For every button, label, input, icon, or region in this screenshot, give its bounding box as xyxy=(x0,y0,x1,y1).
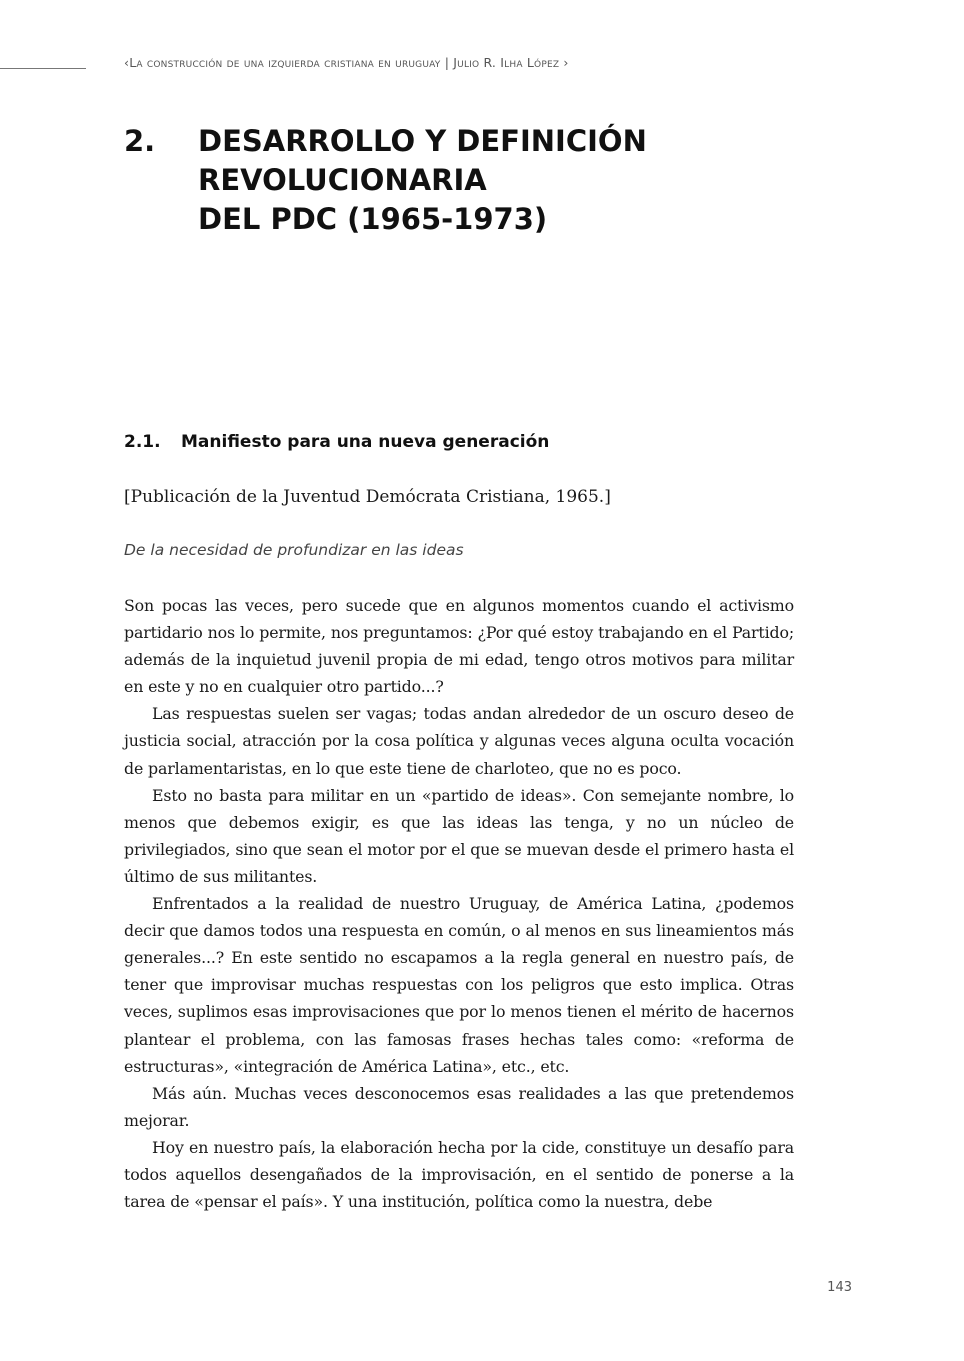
source-note: [Publicación de la Juventud Demócrata Cristiana, 1965.] xyxy=(124,487,611,507)
header-rule xyxy=(0,68,86,69)
chapter-title xyxy=(198,122,818,239)
paragraph: Esto no basta para militar en un «partido de ideas». Con semejante nombre, lo menos que debemos exigir, es que las ideas las tenga, y no un núcleo de privilegiados, sino que sean el motor por el que se muevan desde el primero hasta el último de sus militantes. xyxy=(124,785,794,886)
paragraph: Enfrentados a la realidad de nuestro Uruguay, de América Latina, ¿podemos decir que damos todos una respuesta en común, o al menos en sus lineamientos más generales...? En este sentido no escapamos a la regla general en nuestro país, de tener que improvisar muchas respuestas con los peligros que esto implica. Otras veces, suplimos esas improvisaciones que por lo menos tienen el mérito de hacernos plantear el problema, con las famosas frases hechas tales como: «reforma de estructuras», «integración de América Latina», etc., etc. xyxy=(124,894,794,1076)
running-header-author: Julio R. Ilha López xyxy=(453,55,560,70)
running-header-open: ‹ xyxy=(124,55,130,70)
section-title: Manifiesto para una nueva generación xyxy=(181,432,550,452)
page-number: 143 xyxy=(827,1280,852,1295)
chapter-title-line: DESARROLLO Y DEFINICIÓN xyxy=(198,124,647,158)
body-text xyxy=(124,592,794,1215)
paragraph: Son pocas las veces, pero sucede que en algunos momentos cuando el activismo partidario nos lo permite, nos preguntamos: ¿Por qué estoy trabajando en el Partido; además de la inquietud juvenil propia de mi edad, tengo otros motivos para militar en este y no en cualquier otro partido...? xyxy=(124,596,794,697)
section-number: 2.1. xyxy=(124,432,161,452)
running-header-separator: | xyxy=(440,55,454,70)
running-header-book-title: La construcción de una izquierda cristiana en uruguay xyxy=(129,55,441,70)
chapter-title-line: REVOLUCIONARIA xyxy=(198,163,487,197)
paragraph: Las respuestas suelen ser vagas; todas andan alrededor de un oscuro deseo de justicia social, atracción por la cosa política y algunas veces alguna oculta vocación de parlamentaristas, en lo que este tiene de charloteo, que no es poco. xyxy=(124,704,794,778)
chapter-title-line: DEL PDC (1965-1973) xyxy=(198,202,548,236)
running-header xyxy=(124,55,824,70)
running-header-close: › xyxy=(559,55,569,70)
subheading: De la necesidad de profundizar en las ideas xyxy=(124,541,464,559)
paragraph: Hoy en nuestro país, la elaboración hecha por la cide, constituye un desafío para todos aquellos desengañados de la improvisación, en el sentido de ponerse a la tarea de «pensar el país». Y una institución, política como la nuestra, debe xyxy=(124,1137,794,1212)
chapter-number: 2. xyxy=(124,124,156,158)
paragraph: Más aún. Muchas veces desconocemos esas realidades a las que pretendemos mejorar. xyxy=(124,1083,794,1130)
